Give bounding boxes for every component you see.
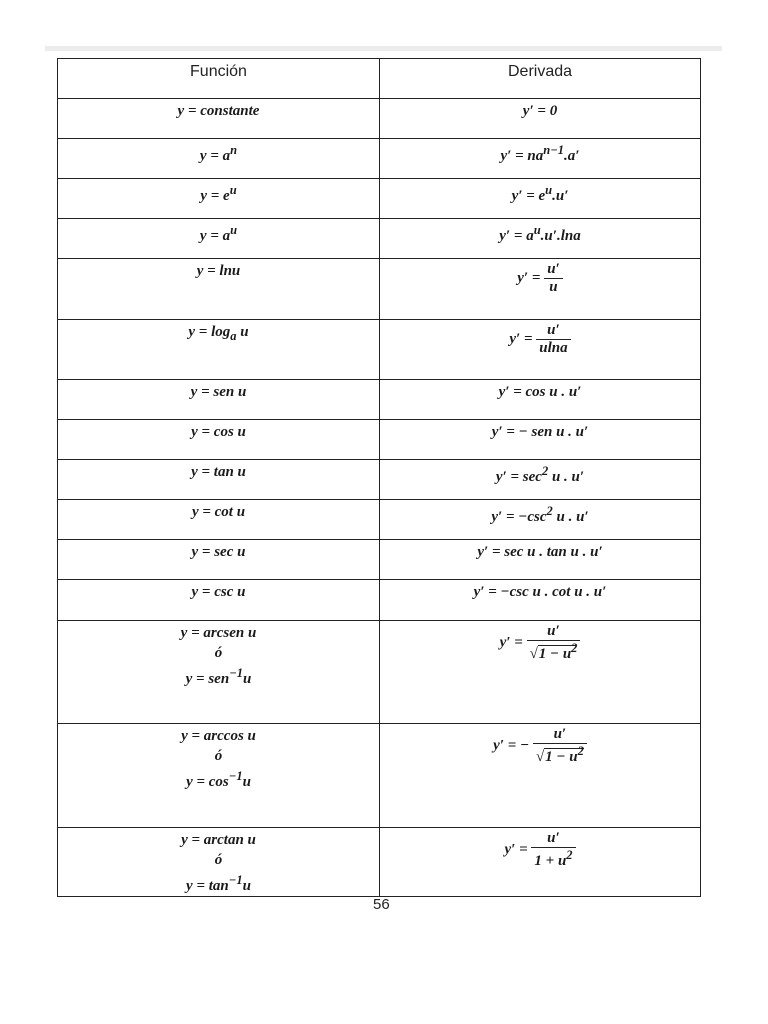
derivative-cell <box>380 621 701 724</box>
derivative-formula: y′ = $\frac{u'}{1 + u^2}$ <box>380 828 700 870</box>
function-formula: y = sec u <box>191 544 246 560</box>
derivative-formula: $y' = a^u.u'.\ln a$ <box>499 223 581 244</box>
function-cell <box>58 828 380 897</box>
table-row <box>58 580 701 621</box>
function-cell <box>58 500 380 540</box>
table-row <box>58 828 701 897</box>
table-row <box>58 380 701 420</box>
derivative-cell <box>380 540 701 580</box>
page-number: 56 <box>373 896 390 913</box>
function-cell <box>58 139 380 179</box>
derivative-formula: y′ = 0 <box>522 103 558 119</box>
function-formula: y = lnu <box>196 263 241 279</box>
function-cell <box>58 259 380 320</box>
table-row <box>58 219 701 259</box>
derivative-cell <box>380 580 701 621</box>
derivative-formula: y′ = cos u . u′ <box>498 384 582 400</box>
derivative-formula: y′ = $\frac{u'}{u}$ <box>380 259 700 296</box>
function-cell <box>58 540 380 580</box>
function-cell <box>58 99 380 139</box>
function-cell <box>58 380 380 420</box>
function-formula: y = cot u <box>191 504 246 520</box>
function-cell <box>58 420 380 460</box>
derivative-formula: y′ = sec u . tan u . u′ <box>477 544 603 560</box>
function-formula: $y = e^u$ <box>200 183 237 204</box>
derivative-cell <box>380 420 701 460</box>
function-cell <box>58 724 380 828</box>
derivative-formula: y′ = −csc u . cot u . u′ <box>473 584 607 600</box>
function-formula: y = arccos u ó $y = \cos^{-1}u$ <box>181 728 256 790</box>
derivative-formula: y′ = − $\frac{u'}{√1 - u^2}$ <box>380 724 700 766</box>
table-row <box>58 500 701 540</box>
function-formula: y = sen u <box>190 384 247 400</box>
function-formula: y = csc u <box>191 584 246 600</box>
derivative-formula: y′ = $\frac{u'}{ulna}$ <box>380 320 700 357</box>
derivative-cell <box>380 320 701 380</box>
header-derivative: Derivada <box>380 59 701 99</box>
derivative-cell <box>380 380 701 420</box>
function-cell <box>58 320 380 380</box>
table-row <box>58 179 701 219</box>
header-function: Función <box>58 59 380 99</box>
derivative-cell <box>380 139 701 179</box>
derivative-formula: y′ = $\frac{u'}{√1 - u^2}$ <box>380 621 700 663</box>
function-formula: y = arctan u ó $y = \tan^{-1}u$ <box>181 832 256 894</box>
table-row <box>58 621 701 724</box>
table-row <box>58 139 701 179</box>
derivative-formula: $y' = -\csc^2$ u . u′ <box>491 504 589 525</box>
function-formula: y = arcsen u ó y = sen$^{-1}$u <box>180 625 257 687</box>
derivative-formula: $y' = na^{n-1}.a'$ <box>500 143 580 164</box>
function-cell <box>58 580 380 621</box>
table-row <box>58 99 701 139</box>
table-row <box>58 259 701 320</box>
derivative-formula: $y' = e^u.u'$ <box>511 183 569 204</box>
function-formula: $y = \log_a u$ <box>188 324 249 343</box>
function-formula: $y = a^u$ <box>199 223 238 244</box>
function-cell <box>58 219 380 259</box>
header-row <box>58 59 701 99</box>
table-row <box>58 460 701 500</box>
function-formula: y = tan u <box>191 464 246 480</box>
function-cell <box>58 460 380 500</box>
top-rule <box>45 46 722 51</box>
derivative-cell <box>380 500 701 540</box>
derivative-cell <box>380 219 701 259</box>
function-formula: $y = a^n$ <box>199 143 238 164</box>
derivative-cell <box>380 259 701 320</box>
derivative-cell <box>380 179 701 219</box>
function-formula: y = cos u <box>191 424 246 440</box>
table-row <box>58 540 701 580</box>
derivative-formula: y′ = − sen u . u′ <box>491 424 589 440</box>
derivative-cell <box>380 99 701 139</box>
derivatives-table <box>57 58 701 897</box>
table-row <box>58 320 701 380</box>
table-row <box>58 724 701 828</box>
table-row <box>58 420 701 460</box>
function-cell <box>58 179 380 219</box>
derivative-cell <box>380 828 701 897</box>
derivative-cell <box>380 460 701 500</box>
function-cell <box>58 621 380 724</box>
function-formula: y = constante <box>177 103 260 119</box>
derivative-formula: $y' = \sec^2 u$ . u′ <box>495 464 585 485</box>
derivative-cell <box>380 724 701 828</box>
